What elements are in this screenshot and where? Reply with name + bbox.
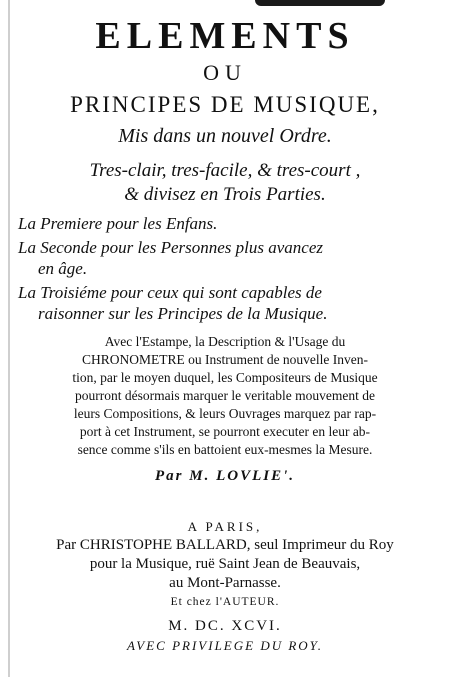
author-line: Par M. LOVLIE'.: [154, 468, 295, 484]
description-line: pourront désormais marquer le veritable mouvement de: [75, 388, 375, 403]
book-title: ELEMENTS: [95, 15, 355, 57]
imprint-author: Et chez l'AUTEUR.: [170, 596, 280, 608]
royal-privilege: AVEC PRIVILEGE DU ROY.: [127, 638, 323, 653]
description-line: port à cet Instrument, se pourront executer en leur ab-: [79, 424, 371, 439]
book-subtitle-line2: Mis dans un nouvel Ordre.: [118, 125, 332, 147]
imprint-line: pour la Musique, ruë Saint Jean de Beauvais,: [89, 556, 361, 572]
part-line: raisonner sur les Principes de la Musique.: [38, 304, 328, 323]
imprint-line: Par CHRISTOPHE BALLARD, seul Imprimeur du Roy: [56, 537, 394, 553]
description-line: Avec l'Estampe, la Description & l'Usage du: [104, 334, 346, 349]
description-line: sence comme s'ils en battoient eux-mesmes la Mesure.: [77, 442, 373, 457]
part-line: en âge.: [38, 259, 88, 278]
imprint-city: A PARIS,: [187, 519, 263, 534]
book-subtitle: PRINCIPES DE MUSIQUE,: [70, 92, 380, 117]
tagline-line: Tres-clair, tres-facile, & tres-court ,: [89, 160, 361, 181]
part-line: La Premiere pour les Enfans.: [18, 214, 218, 233]
publication-year: M. DC. XCVI.: [168, 618, 282, 634]
title-connector: OU: [203, 60, 247, 85]
description-line: leurs Compositions, & leurs Ouvrages marquez par rap-: [73, 406, 377, 421]
top-ink-smudge: [255, 0, 385, 6]
imprint-line: au Mont-Parnasse.: [169, 575, 281, 591]
tagline-line: & divisez en Trois Parties.: [124, 184, 326, 205]
part-line: La Seconde pour les Personnes plus avancez: [18, 238, 324, 257]
description-line: tion, par le moyen duquel, les Compositeurs de Musique: [72, 370, 378, 385]
part-line: La Troisiéme pour ceux qui sont capables de: [18, 283, 322, 302]
description-line: CHRONOMETRE ou Instrument de nouvelle Inven-: [81, 352, 369, 367]
